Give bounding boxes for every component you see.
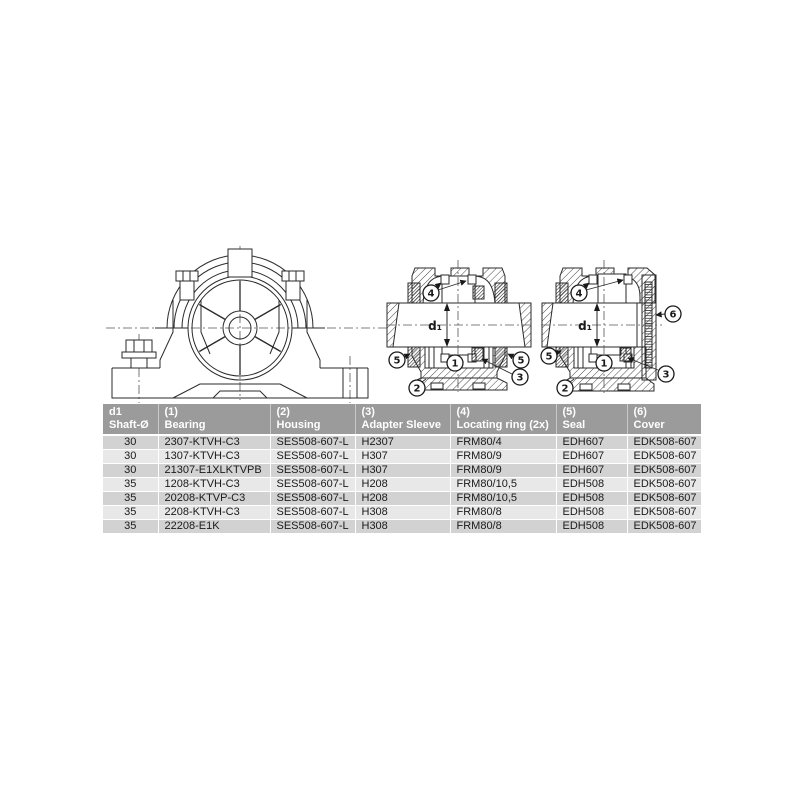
column-header: (6) Cover [627, 404, 701, 435]
table-cell: 35 [103, 492, 158, 506]
parts-table [103, 404, 702, 534]
table-cell: EDH607 [556, 435, 627, 450]
svg-text:d₁: d₁ [578, 319, 592, 333]
base-foot-left [580, 384, 592, 390]
svg-text:2: 2 [413, 383, 421, 395]
table-cell: 2307-KTVH-C3 [158, 435, 270, 450]
table-header [103, 404, 701, 435]
seal-upper-left [556, 283, 568, 303]
adapter-sleeve-upper [598, 274, 626, 303]
top-lug [228, 249, 252, 277]
table-cell: EDH508 [556, 478, 627, 492]
table-cell: EDK508-607 [627, 506, 701, 520]
svg-text:3: 3 [662, 369, 670, 381]
seal-upper-left [408, 283, 420, 303]
svg-text:d₁: d₁ [428, 319, 442, 333]
table-cell: 30 [103, 435, 158, 450]
cross-section-with-cover [540, 252, 698, 402]
table-cell: EDK508-607 [627, 478, 701, 492]
callout-5-right [513, 352, 529, 368]
base-foot-right [473, 383, 485, 389]
table-cell: SES508-607-L [270, 492, 355, 506]
table-cell: FRM80/4 [450, 435, 556, 450]
table-cell: FRM80/8 [450, 520, 556, 534]
table-cell: H308 [355, 520, 450, 534]
svg-text:4: 4 [575, 288, 583, 300]
table-row [103, 450, 701, 464]
callout-2 [557, 380, 573, 396]
svg-text:5: 5 [393, 355, 401, 367]
sleeve-nut-upper [473, 286, 484, 299]
parts-table-area [103, 404, 701, 534]
table-cell: 20208-KTVP-C3 [158, 492, 270, 506]
locating-ring-left [441, 275, 449, 284]
table-cell: 35 [103, 506, 158, 520]
table-cell: 35 [103, 520, 158, 534]
base-foot-right [618, 384, 630, 390]
table-cell: SES508-607-L [270, 520, 355, 534]
column-header: d1 Shaft-Ø [103, 404, 158, 435]
locating-ring-right [468, 275, 476, 284]
callout-5-left [389, 352, 405, 368]
callout-4 [423, 285, 439, 301]
callout-6 [665, 306, 681, 322]
table-cell: SES508-607-L [270, 478, 355, 492]
table-cell: 1208-KTVH-C3 [158, 478, 270, 492]
table-cell: EDH607 [556, 450, 627, 464]
svg-text:3: 3 [516, 372, 524, 384]
locating-ring-right [624, 275, 632, 284]
table-cell: EDH508 [556, 492, 627, 506]
table-cell: 30 [103, 450, 158, 464]
table-cell: H208 [355, 478, 450, 492]
table-row [103, 464, 701, 478]
callout-2 [409, 380, 425, 396]
svg-text:6: 6 [669, 309, 677, 321]
sleeve-nut-lower [620, 348, 631, 361]
svg-text:1: 1 [451, 358, 459, 370]
table-row [103, 506, 701, 520]
table-cell: 21307-E1XLKTVPB [158, 464, 270, 478]
cross-section-open-ends [385, 252, 533, 398]
table-cell: EDK508-607 [627, 492, 701, 506]
d1-label [428, 319, 442, 333]
table-cell: FRM80/9 [450, 464, 556, 478]
seal-upper-right [495, 283, 507, 303]
table-cell: H307 [355, 450, 450, 464]
table-cell: 2208-KTVH-C3 [158, 506, 270, 520]
svg-text:5: 5 [545, 351, 553, 363]
table-cell: FRM80/10,5 [450, 478, 556, 492]
table-cell: EDK508-607 [627, 450, 701, 464]
callout-3 [512, 369, 528, 385]
table-cell: SES508-607-L [270, 506, 355, 520]
locating-ring-left [589, 275, 597, 284]
column-header: (5) Seal [556, 404, 627, 435]
table-cell: 30 [103, 464, 158, 478]
header-row [103, 404, 701, 435]
table-cell: EDH508 [556, 520, 627, 534]
callout-5 [541, 348, 557, 364]
column-header: (2) Housing [270, 404, 355, 435]
table-cell: EDH607 [556, 464, 627, 478]
table-cell: EDK508-607 [627, 435, 701, 450]
table-cell: SES508-607-L [270, 435, 355, 450]
table-cell: H307 [355, 464, 450, 478]
table-cell: EDH508 [556, 506, 627, 520]
table-cell: SES508-607-L [270, 464, 355, 478]
callout-3 [658, 366, 674, 382]
table-cell: H208 [355, 492, 450, 506]
sleeve-nut-lower [472, 348, 483, 361]
table-row [103, 520, 701, 534]
table-cell: 35 [103, 478, 158, 492]
svg-text:5: 5 [517, 355, 525, 367]
table-cell: FRM80/10,5 [450, 492, 556, 506]
callout-4 [571, 285, 587, 301]
table-cell: EDK508-607 [627, 464, 701, 478]
table-cell: 22208-E1K [158, 520, 270, 534]
callout-1 [596, 355, 612, 371]
table-cell: EDK508-607 [627, 520, 701, 534]
table-row [103, 478, 701, 492]
table-cell: H308 [355, 506, 450, 520]
table-cell: FRM80/8 [450, 506, 556, 520]
svg-text:1: 1 [600, 358, 608, 370]
column-header: (4) Locating ring (2x) [450, 404, 556, 435]
column-header: (1) Bearing [158, 404, 270, 435]
table-cell: FRM80/9 [450, 450, 556, 464]
table-cell: 1307-KTVH-C3 [158, 450, 270, 464]
table-row [103, 492, 701, 506]
svg-text:2: 2 [561, 383, 569, 395]
table-cell: SES508-607-L [270, 450, 355, 464]
column-header: (3) Adapter Sleeve [355, 404, 450, 435]
hex-bolt [122, 340, 156, 368]
callout-1 [447, 355, 463, 371]
table-row [103, 435, 701, 450]
table-body [103, 435, 701, 534]
base-foot-left [431, 383, 443, 389]
table-cell: H2307 [355, 435, 450, 450]
svg-text:4: 4 [427, 288, 435, 300]
d1-label [578, 319, 592, 333]
base-slab [560, 378, 654, 391]
cap-bolt-left [176, 271, 198, 300]
cap-bolt-right [282, 271, 304, 300]
plummer-block-front-view [103, 240, 395, 406]
